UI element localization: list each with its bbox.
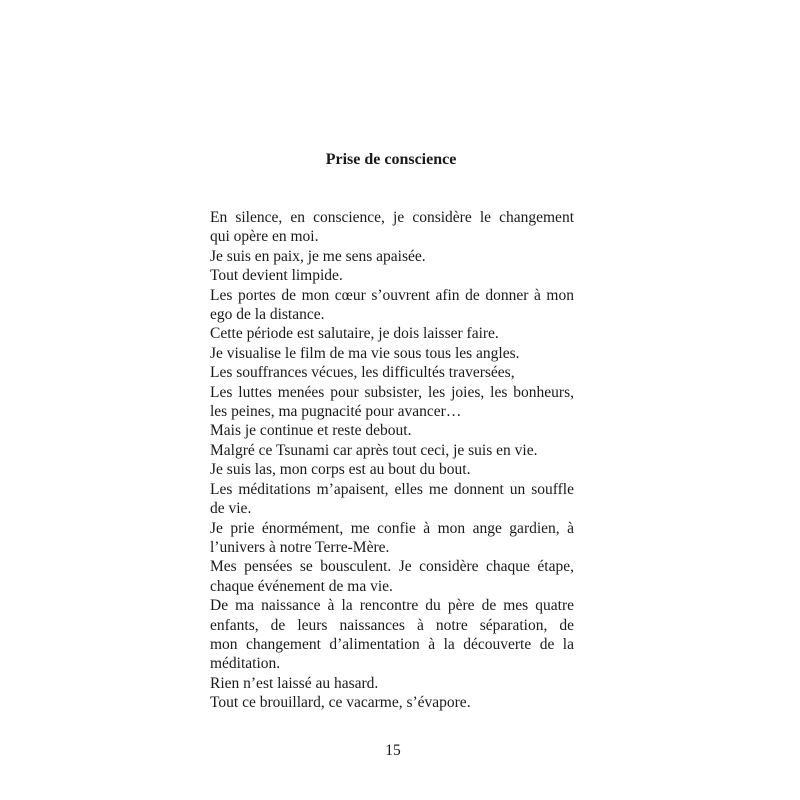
poem-line: En silence, en conscience, je considère le changement — [210, 209, 574, 226]
poem-line: de vie. — [210, 500, 252, 518]
poem-line: Les portes de mon cœur s’ouvrent afin de donner à mon — [210, 286, 574, 304]
poem-line: Je suis las, mon corps est au bout du bout. — [210, 461, 471, 479]
poem-line: Les luttes menées pour subsister, les joies, les bonheurs, — [210, 383, 574, 401]
poem-line: méditation. — [210, 655, 281, 673]
poem-line: Tout devient limpide. — [210, 267, 343, 285]
poem-line: Les méditations m’apaisent, elles me donnent un souffle — [210, 480, 574, 498]
poem-line: ego de la distance. — [210, 306, 325, 324]
poem-line: Rien n’est laissé au hasard. — [210, 674, 379, 692]
poem-line: Mes pensées se bousculent. Je considère chaque étape, — [210, 558, 574, 576]
poem-line: enfants, de leurs naissances à notre séparation, de — [210, 616, 574, 634]
poem-line: Je suis en paix, je me sens apaisée. — [210, 247, 426, 265]
poem-line: chaque événement de ma vie. — [210, 577, 393, 595]
poem-line: De ma naissance à la rencontre du père de mes quatre — [210, 597, 574, 615]
poem-line: les peines, ma pugnacité pour avancer… — [210, 403, 462, 421]
poem-body — [210, 208, 574, 713]
poem-line: Je prie énormément, me confie à mon ange gardien, à — [210, 519, 574, 537]
poem-line: Les souffrances vécues, les difficultés traversées, — [210, 364, 515, 382]
poem-line: Malgré ce Tsunami car après tout ceci, je suis en vie. — [210, 441, 538, 459]
poem-line: Tout ce brouillard, ce vacarme, s’évapore. — [210, 694, 471, 712]
poem-title: Prise de conscience — [325, 151, 457, 168]
poem-line: Je visualise le film de ma vie sous tous les angles. — [210, 344, 520, 362]
poem-line: qui opère en moi. — [210, 228, 319, 246]
poem-line: Mais je continue et reste debout. — [210, 422, 412, 440]
poem-line: mon changement d’alimentation à la découverte de la — [210, 635, 574, 653]
page-number: 15 — [385, 742, 401, 759]
poem-line: l’univers à notre Terre-Mère. — [210, 538, 390, 556]
poem-line: Cette période est salutaire, je dois laisser faire. — [210, 325, 499, 343]
